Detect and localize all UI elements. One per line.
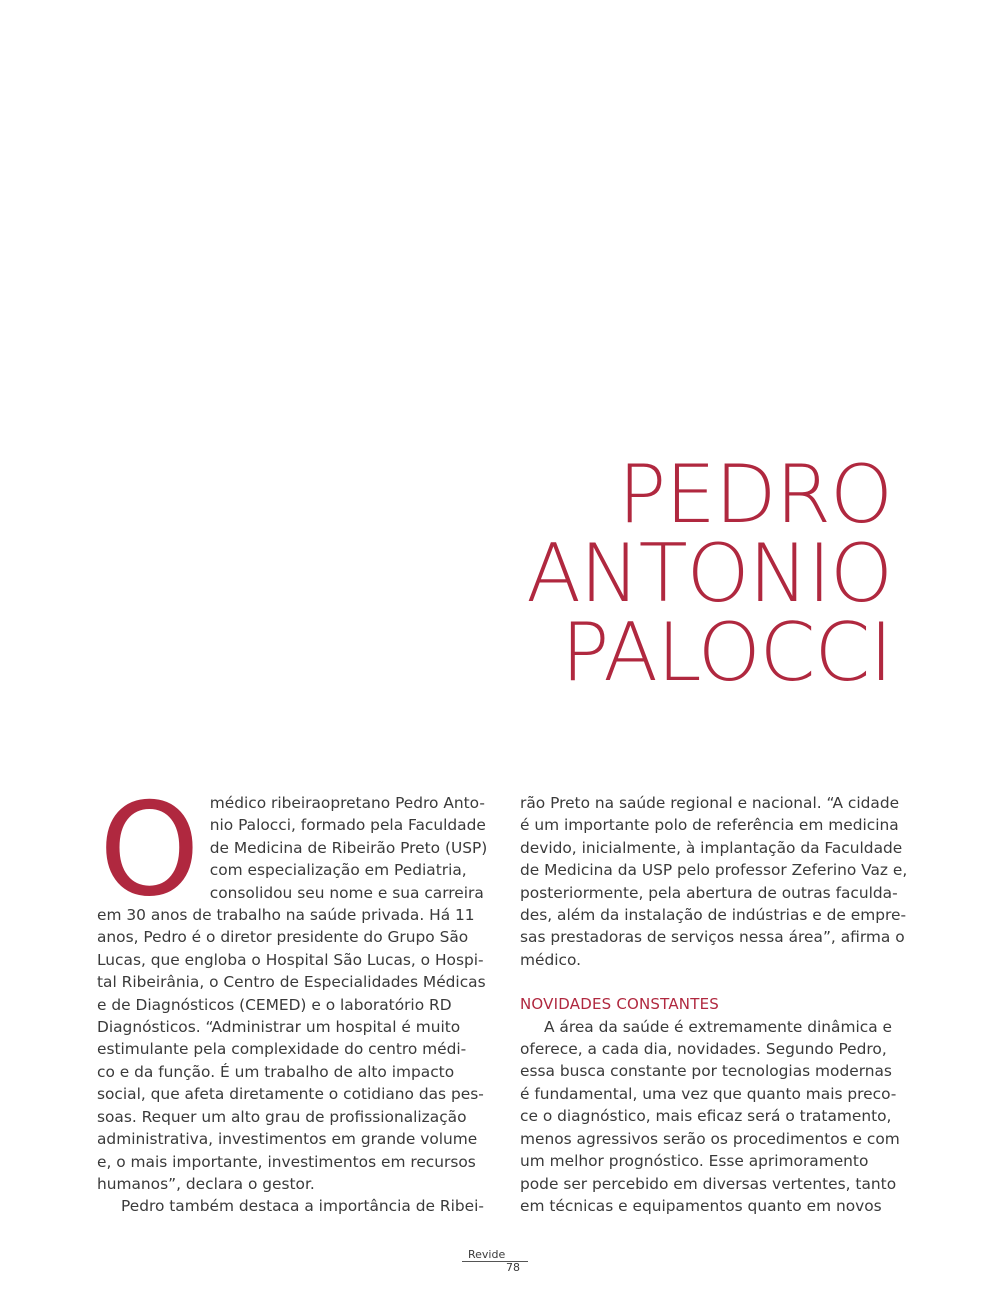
text-line: em 30 anos de trabalho na saúde privada. Há 11 [97, 906, 475, 925]
text-line: administrativa, investimentos em grande volume [97, 1130, 478, 1149]
text-line: consolidou seu nome e sua carreira [209, 883, 484, 902]
text-line: sas prestadoras de serviços nessa área”, afirma o [520, 928, 905, 947]
text-line: um melhor prognóstico. Esse aprimoramento [520, 1152, 869, 1171]
magazine-name: Revide [462, 1249, 528, 1262]
text-line: com especialização em Pediatria, [209, 861, 467, 880]
title-line-1: PEDRO [618, 448, 892, 541]
text-line: pode ser percebido em diversas vertentes, tanto [520, 1174, 897, 1193]
text-line: posteriormente, pela abertura de outras faculda- [520, 883, 898, 902]
text-line: e de Diagnósticos (CEMED) e o laboratório RD [97, 995, 452, 1014]
text-line: essa busca constante por tecnologias modernas [520, 1062, 892, 1081]
text-line: estimulante pela complexidade do centro médi- [97, 1040, 467, 1059]
text-line: de Medicina da USP pelo professor Zeferino Vaz e, [520, 861, 908, 880]
article-column-left [97, 776, 488, 1218]
text-line: nio Palocci, formado pela Faculdade [209, 816, 486, 835]
left-paragraph-2: Pedro também destaca a importância de Ribei- [121, 1197, 484, 1216]
page-footer [462, 1249, 528, 1274]
text-line: Lucas, que engloba o Hospital São Lucas, o Hospi- [97, 950, 484, 969]
text-line: tal Ribeirânia, o Centro de Especialidades Médicas [97, 973, 486, 992]
title-line-3: PALOCCI [561, 606, 892, 699]
text-line: ce o diagnóstico, mais eficaz será o tratamento, [520, 1107, 892, 1126]
right-paragraph-2 [520, 1016, 900, 1218]
text-line: oferece, a cada dia, novidades. Segundo Pedro, [520, 1040, 887, 1059]
text-line: co e da função. É um trabalho de alto impacto [97, 1062, 455, 1081]
page-number: 78 [506, 1261, 520, 1274]
text-line: e, o mais importante, investimentos em recursos [97, 1152, 476, 1171]
text-line: des, além da instalação de indústrias e de empre- [520, 906, 907, 925]
text-line: rão Preto na saúde regional e nacional. “A cidade [520, 794, 900, 812]
article-column-right [520, 792, 908, 1217]
text-line: em técnicas e equipamentos quanto em novos [520, 1196, 882, 1215]
text-line: devido, inicialmente, à implantação da Faculdade [520, 838, 903, 857]
text-line: é um importante polo de referência em medicina [520, 816, 899, 835]
text-line: Diagnósticos. “Administrar um hospital é muito [97, 1018, 461, 1037]
section-subheading: NOVIDADES CONSTANTES [520, 995, 719, 1014]
text-line: médico. [520, 950, 582, 969]
text-line: de Medicina de Ribeirão Preto (USP) [209, 838, 488, 857]
text-line: A área da saúde é extremamente dinâmica e [544, 1017, 893, 1036]
title-line-2: ANTONIO [526, 527, 892, 620]
text-line: soas. Requer um alto grau de profissionalização [97, 1107, 467, 1126]
text-line: anos, Pedro é o diretor presidente do Grupo São [97, 928, 469, 947]
article-title [526, 448, 892, 699]
drop-cap: O [99, 776, 200, 925]
text-line: humanos”, declara o gestor. [97, 1174, 315, 1193]
text-line: menos agressivos serão os procedimentos e com [520, 1129, 900, 1148]
text-line: é fundamental, uma vez que quanto mais preco- [520, 1084, 897, 1103]
text-line: médico ribeiraopretano Pedro Anto- [209, 794, 485, 812]
text-line: social, que afeta diretamente o cotidiano das pes- [97, 1085, 484, 1104]
right-paragraph-1 [520, 792, 908, 971]
